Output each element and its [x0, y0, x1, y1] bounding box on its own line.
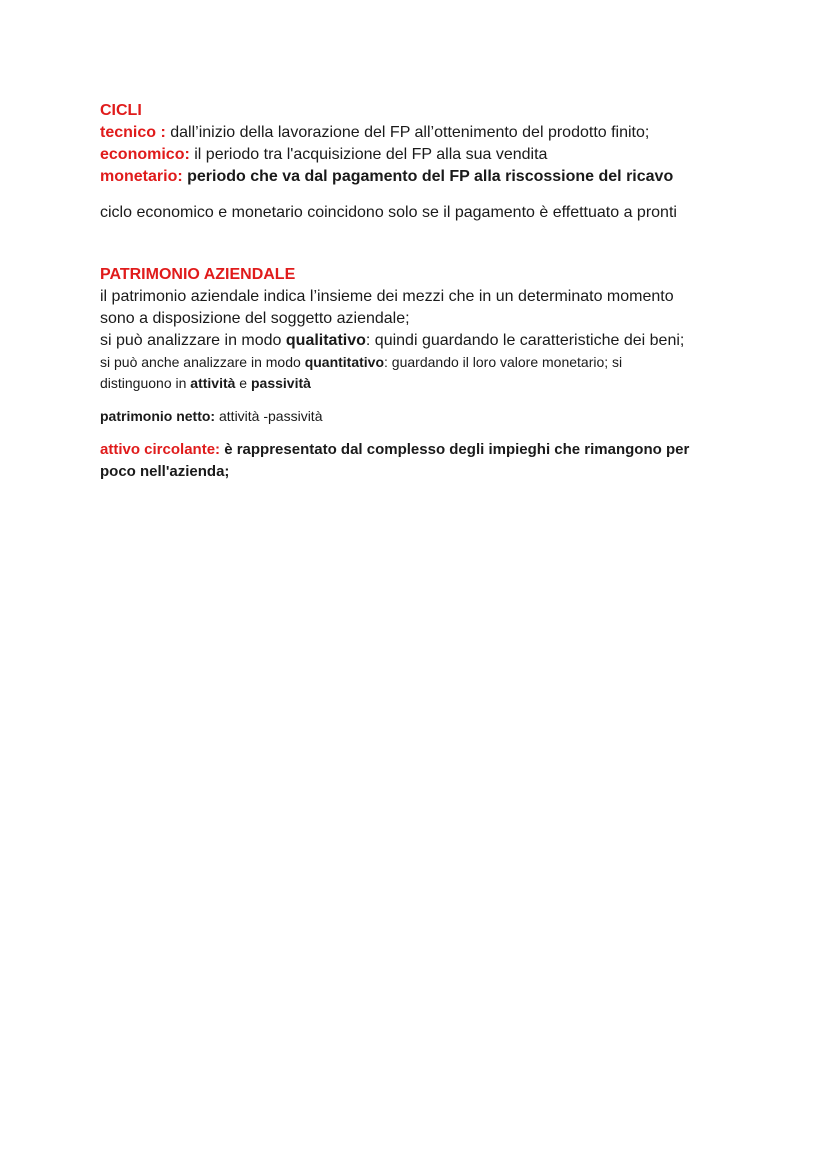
passivita-term: passività	[251, 375, 311, 391]
tecnico-label: tecnico :	[100, 124, 166, 141]
cicli-note: ciclo economico e monetario coincidono solo se il pagamento è effettuato a pronti	[100, 204, 677, 221]
document-page	[100, 100, 740, 483]
netto-label: patrimonio netto:	[100, 408, 216, 424]
cicli-monetario-line	[100, 166, 740, 188]
attivo-circolante-line-1	[100, 439, 740, 461]
economico-text: il periodo tra l'acquisizione del FP alla sua vendita	[189, 146, 548, 163]
netto-text: attività -passività	[215, 408, 323, 424]
line4-a: si può anche analizzare in modo	[100, 354, 305, 370]
patrimonio-line-1: il patrimonio aziendale indica l’insieme dei mezzi che in un determinato momento	[100, 288, 674, 305]
line5-c: e	[235, 375, 251, 391]
attivo-label: attivo circolante:	[100, 441, 221, 458]
quantitativo-term: quantitativo	[304, 354, 385, 370]
attivo-text-1: è rappresentato dal complesso degli impieghi che rimangono per	[220, 441, 690, 458]
economico-label: economico:	[100, 146, 190, 163]
qualitativo-term: qualitativo	[285, 332, 366, 349]
patrimonio-line-3	[100, 330, 740, 352]
line3-c: : quindi guardando le caratteristiche dei beni;	[365, 332, 685, 349]
cicli-economico-line	[100, 144, 740, 166]
patrimonio-line-4	[100, 352, 740, 373]
cicli-heading: CICLI	[100, 102, 142, 119]
monetario-text: periodo che va dal pagamento del FP alla riscossione del ricavo	[182, 168, 674, 185]
attivita-term: attività	[190, 375, 236, 391]
patrimonio-heading: PATRIMONIO AZIENDALE	[100, 266, 296, 283]
tecnico-text: dall’inizio della lavorazione del FP all’ottenimento del prodotto finito;	[165, 124, 650, 141]
patrimonio-line-5	[100, 373, 740, 394]
patrimonio-line-2: sono a disposizione del soggetto aziendale;	[100, 310, 410, 327]
attivo-circolante-line-2: poco nell'azienda;	[100, 463, 230, 480]
monetario-label: monetario:	[100, 168, 183, 185]
line4-c: : guardando il loro valore monetario; si	[384, 354, 623, 370]
cicli-tecnico-line	[100, 122, 740, 144]
line3-a: si può analizzare in modo	[100, 332, 286, 349]
patrimonio-netto-line	[100, 406, 740, 427]
line5-a: distinguono in	[100, 375, 191, 391]
